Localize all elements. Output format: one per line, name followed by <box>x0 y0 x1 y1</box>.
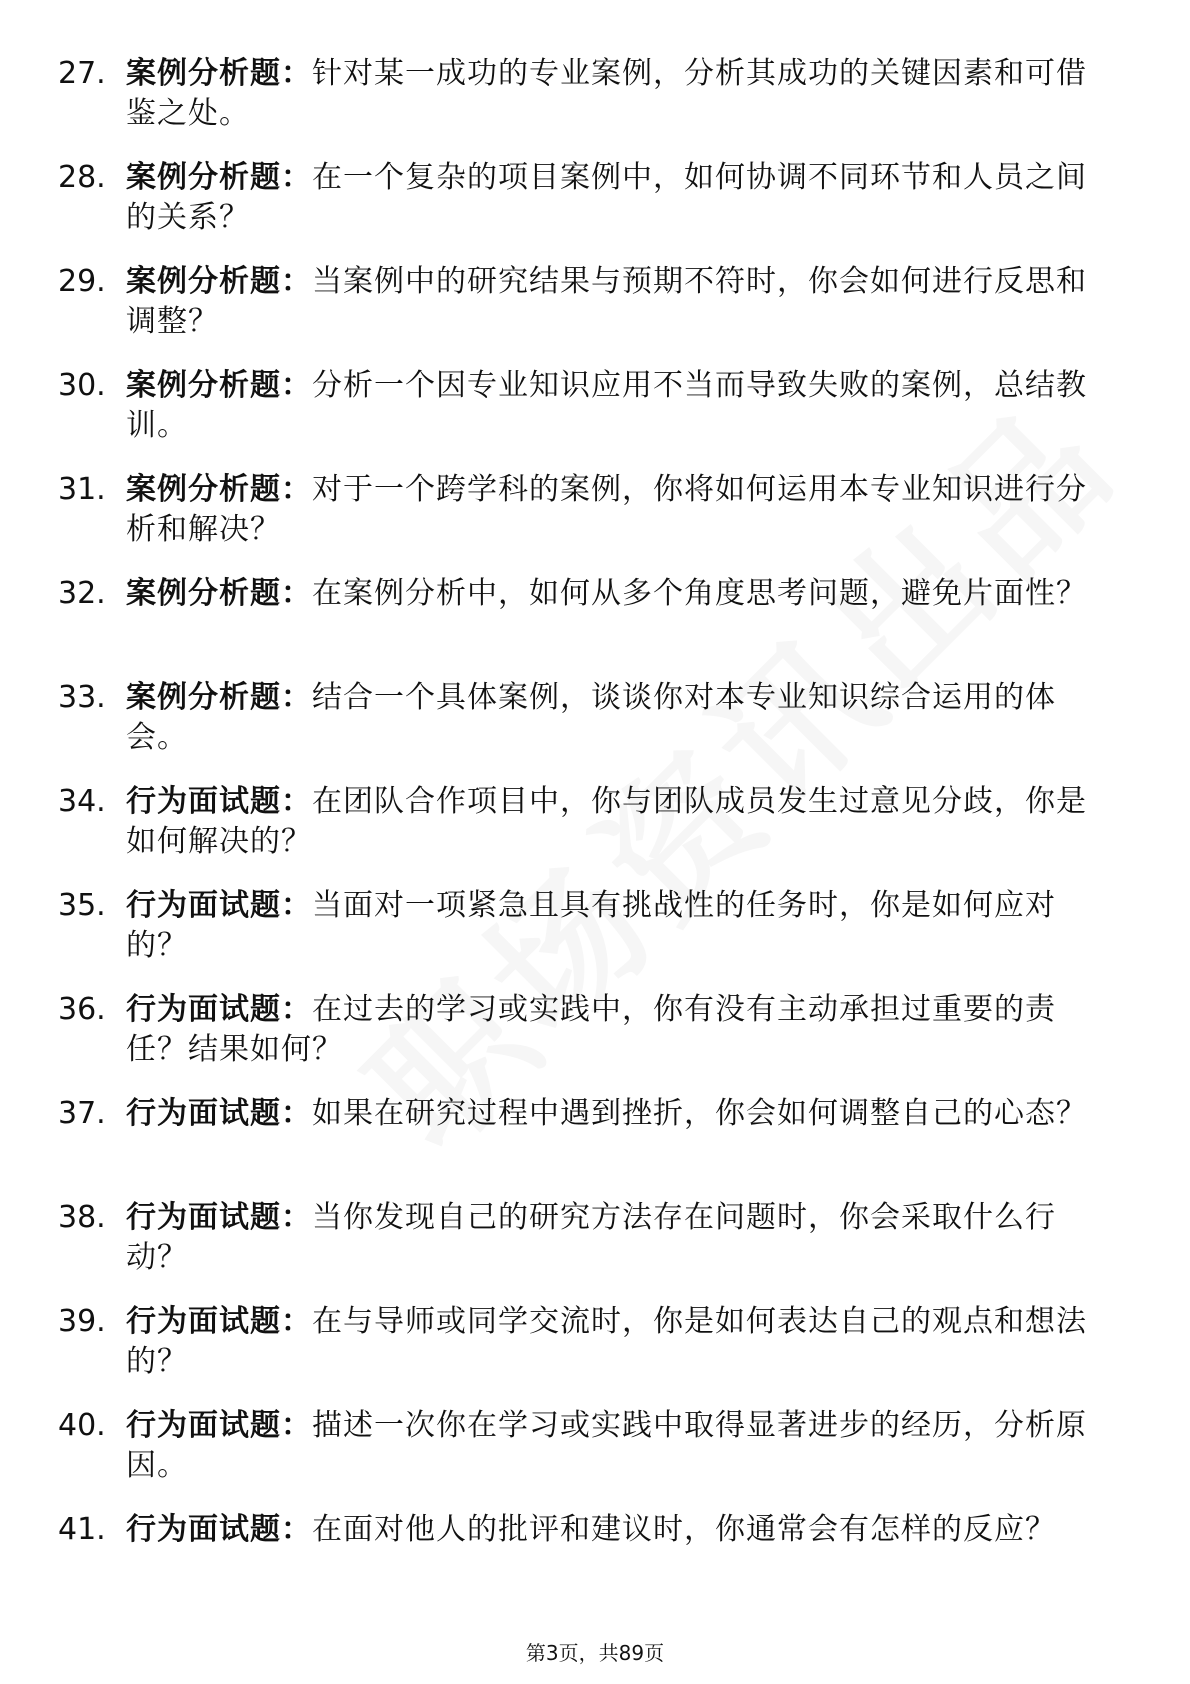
question-category: 案例分析题： <box>126 264 312 299</box>
question-number: 33. <box>58 680 106 715</box>
question-category: 案例分析题： <box>126 472 312 507</box>
question-item <box>58 1302 1118 1406</box>
question-body: 在团队合作项目中，你与团队成员发生过意见分歧，你是如何解决的？ <box>126 784 1087 859</box>
question-body: 针对某一成功的专业案例，分析其成功的关键因素和可借鉴之处。 <box>126 56 1087 131</box>
question-number: 31. <box>58 472 106 507</box>
question-number: 29. <box>58 264 106 299</box>
question-item <box>58 678 1118 782</box>
question-number: 28. <box>58 160 106 195</box>
question-item <box>58 1510 1118 1614</box>
question-item <box>58 1198 1118 1302</box>
question-number: 35. <box>58 888 106 923</box>
question-text <box>126 1510 1114 1550</box>
question-body: 当案例中的研究结果与预期不符时，你会如何进行反思和调整？ <box>126 264 1087 339</box>
question-text <box>126 886 1114 966</box>
question-number: 27. <box>58 56 106 91</box>
question-number: 36. <box>58 992 106 1027</box>
question-text <box>126 782 1114 862</box>
question-body: 在与导师或同学交流时，你是如何表达自己的观点和想法的？ <box>126 1304 1087 1379</box>
question-body: 分析一个因专业知识应用不当而导致失败的案例，总结教训。 <box>126 368 1087 443</box>
question-category: 行为面试题： <box>126 1512 312 1547</box>
question-number: 38. <box>58 1200 106 1235</box>
question-item <box>58 782 1118 886</box>
question-item <box>58 574 1118 678</box>
question-number: 30. <box>58 368 106 403</box>
question-item <box>58 470 1118 574</box>
question-number: 32. <box>58 576 106 611</box>
question-number: 40. <box>58 1408 106 1443</box>
question-text <box>126 574 1114 614</box>
question-body: 当面对一项紧急且具有挑战性的任务时，你是如何应对的？ <box>126 888 1056 963</box>
question-item <box>58 1406 1118 1510</box>
question-body: 结合一个具体案例，谈谈你对本专业知识综合运用的体会。 <box>126 680 1056 755</box>
question-category: 行为面试题： <box>126 1304 312 1339</box>
question-body: 在案例分析中，如何从多个角度思考问题，避免片面性？ <box>312 576 1087 611</box>
question-item <box>58 990 1118 1094</box>
question-number: 37. <box>58 1096 106 1131</box>
question-body: 如果在研究过程中遇到挫折，你会如何调整自己的心态？ <box>312 1096 1087 1131</box>
question-category: 案例分析题： <box>126 576 312 611</box>
question-text <box>126 54 1114 134</box>
question-item <box>58 366 1118 470</box>
question-text <box>126 1302 1114 1382</box>
page-footer: 第3页，共89页 <box>525 1641 665 1665</box>
question-text <box>126 678 1114 758</box>
question-category: 案例分析题： <box>126 56 312 91</box>
question-text <box>126 470 1114 550</box>
question-body: 在面对他人的批评和建议时，你通常会有怎样的反应？ <box>312 1512 1056 1547</box>
question-text <box>126 158 1114 238</box>
question-category: 案例分析题： <box>126 368 312 403</box>
question-number: 41. <box>58 1512 106 1547</box>
question-body: 描述一次你在学习或实践中取得显著进步的经历，分析原因。 <box>126 1408 1087 1483</box>
question-category: 案例分析题： <box>126 160 312 195</box>
question-category: 行为面试题： <box>126 888 312 923</box>
question-text <box>126 366 1114 446</box>
question-list <box>58 54 1118 1614</box>
question-item <box>58 262 1118 366</box>
question-category: 行为面试题： <box>126 1200 312 1235</box>
question-number: 34. <box>58 784 106 819</box>
question-text <box>126 1406 1114 1486</box>
question-body: 当你发现自己的研究方法存在问题时，你会采取什么行动？ <box>126 1200 1056 1275</box>
question-item <box>58 1094 1118 1198</box>
question-body: 在一个复杂的项目案例中，如何协调不同环节和人员之间的关系？ <box>126 160 1087 235</box>
question-text <box>126 990 1114 1070</box>
question-text <box>126 1198 1114 1278</box>
question-number: 39. <box>58 1304 106 1339</box>
question-item <box>58 54 1118 158</box>
question-category: 行为面试题： <box>126 784 312 819</box>
question-category: 行为面试题： <box>126 1408 312 1443</box>
question-category: 行为面试题： <box>126 1096 312 1131</box>
question-item <box>58 158 1118 262</box>
question-body: 在过去的学习或实践中，你有没有主动承担过重要的责任？结果如何？ <box>126 992 1056 1067</box>
question-body: 对于一个跨学科的案例，你将如何运用本专业知识进行分析和解决？ <box>126 472 1087 547</box>
question-text <box>126 262 1114 342</box>
question-item <box>58 886 1118 990</box>
question-text <box>126 1094 1114 1134</box>
question-category: 行为面试题： <box>126 992 312 1027</box>
question-category: 案例分析题： <box>126 680 312 715</box>
